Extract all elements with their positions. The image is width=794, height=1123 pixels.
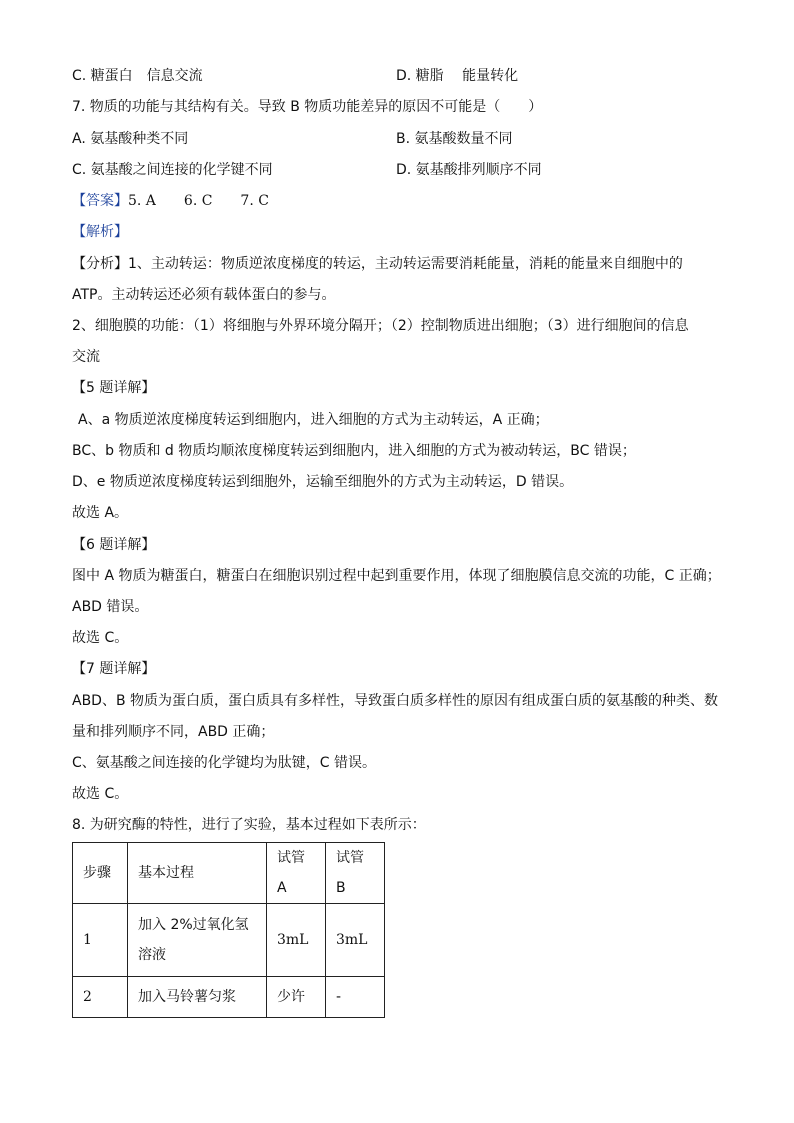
header-tube-b: 试管 B [326,843,385,904]
header-process: 基本过程 [128,843,267,904]
option-b-q7: B. 氨基酸数量不同 [396,131,513,147]
q5-detail-a: A、a 物质逆浓度梯度转运到细胞内，进入细胞的方式为主动转运，A 正确； [78,412,549,428]
table-header-row [73,843,385,904]
option-c-q7: C. 氨基酸之间连接的化学键不同 [72,162,273,178]
option-d-q7: D. 氨基酸排列顺序不同 [396,162,542,178]
q6-detail-line-1: 图中 A 物质为糖蛋白，糖蛋白在细胞识别过程中起到重要作用，体现了细胞膜信息交流的功能，C 正确； [72,568,721,584]
row2-tube-a: 少许 [267,977,326,1018]
q6-conclusion: 故选 C。 [72,630,129,646]
row2-step: 2 [73,977,128,1018]
analysis-line-1: 【分析】1、主动转运：物质逆浓度梯度的转运，主动转运需要消耗能量，消耗的能量来自细胞中的 [72,256,683,272]
row2-tube-b: - [326,977,385,1018]
answer-tag: 【答案】 [72,193,128,209]
table-row [73,977,385,1018]
analysis-tag-label: 【解析】 [72,224,128,240]
table-row [73,904,385,977]
question-8-stem: 8. 为研究酶的特性，进行了实验，基本过程如下表所示： [72,817,426,833]
q7-detail-heading: 【7 题详解】 [72,661,156,677]
q5-detail-heading: 【5 题详解】 [72,380,156,396]
analysis-line-3: 2、细胞膜的功能：（1）将细胞与外界环境分隔开；（2）控制物质进出细胞；（3）进行细胞间的信息 [72,318,689,334]
answer-values: 5. A 6. C 7. C [128,193,269,209]
header-step: 步骤 [73,843,128,904]
option-c-q6: C. 糖蛋白 信息交流 [72,68,203,84]
row1-tube-a: 3mL [267,904,326,977]
option-d-q6: D. 糖脂 能量转化 [396,68,519,84]
q7-detail-line-1: ABD、B 物质为蛋白质，蛋白质具有多样性，导致蛋白质多样性的原因有组成蛋白质的氨基酸的种类、数 [72,693,719,709]
row2-process: 加入马铃薯匀浆 [128,977,267,1018]
header-tube-a: 试管 A [267,843,326,904]
q7-detail-line-2: 量和排列顺序不同，ABD 正确； [72,724,275,740]
q7-conclusion: 故选 C。 [72,786,129,802]
option-a-q7: A. 氨基酸种类不同 [72,131,189,147]
question-7-stem: 7. 物质的功能与其结构有关。导致 B 物质功能差异的原因不可能是（ ） [72,99,543,115]
analysis-tag [72,222,128,242]
q5-detail-d: D、e 物质逆浓度梯度转运到细胞外，运输至细胞外的方式为主动转运，D 错误。 [72,474,574,490]
row1-tube-b: 3mL [326,904,385,977]
analysis-line-2: ATP。主动转运还必须有载体蛋白的参与。 [72,287,336,303]
answer-line [72,191,269,211]
q6-detail-heading: 【6 题详解】 [72,537,156,553]
analysis-line-4: 交流 [72,349,100,365]
row1-step: 1 [73,904,128,977]
q5-conclusion: 故选 A。 [72,505,129,521]
row1-process: 加入 2%过氧化氢溶液 [128,904,267,977]
q5-detail-bc: BC、b 物质和 d 物质均顺浓度梯度转运到细胞内，进入细胞的方式为被动转运，BC 错误； [72,443,636,459]
experiment-table [72,842,385,1018]
q7-detail-line-3: C、氨基酸之间连接的化学键均为肽键，C 错误。 [72,755,376,771]
q6-detail-line-2: ABD 错误。 [72,599,149,615]
